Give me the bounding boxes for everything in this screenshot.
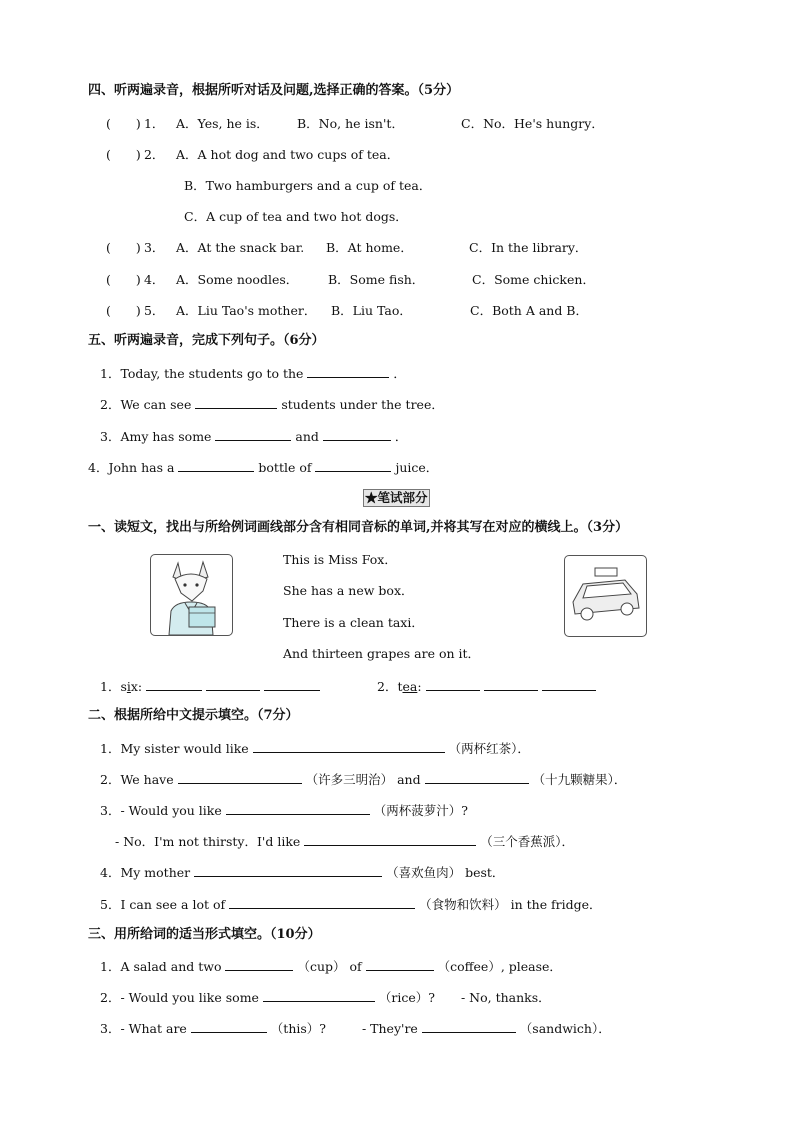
answer-blank[interactable] [366, 958, 434, 971]
option-b: B．Some fish． [328, 272, 425, 287]
option-b: B．Liu Tao． [331, 303, 412, 318]
written-1-heading: 一、读短文，找出与所给例词画线部分含有相同音标的单词,并将其写在对应的横线上。（3分） [88, 520, 629, 535]
answer-blank[interactable] [215, 428, 291, 441]
answer-blank[interactable] [426, 678, 480, 691]
section-5-heading: 五、听两遍录音，完成下列句子。（6分） [88, 333, 325, 348]
written-part-title: ★笔试部分 [365, 490, 428, 505]
option-a: A．Liu Tao's mother． [176, 303, 317, 318]
form-3-3: 3．- What are （this）? - They're （sandwich）． [100, 1021, 611, 1036]
fill-2-1: 1．My sister would like （两杯红茶）． [100, 741, 530, 756]
answer-blank[interactable] [191, 1020, 267, 1033]
phonics-item-2: 2．tea: [377, 678, 596, 695]
passage-line: And thirteen grapes are on it． [283, 646, 481, 661]
sentence-5-3: 3．Amy has some and ． [100, 429, 408, 444]
option-a: A．At the snack bar. [176, 240, 305, 255]
sentence-5-4: 4．John has a bottle of juice． [88, 460, 439, 475]
fox-picture [150, 554, 233, 636]
option-b: B．No, he isn't． [297, 116, 404, 131]
answer-blank[interactable] [225, 958, 293, 971]
answer-blank[interactable] [263, 989, 375, 1002]
answer-blank[interactable] [304, 833, 476, 846]
option-b: B．At home． [326, 240, 413, 255]
answer-paren: ( ) [106, 303, 141, 318]
question-4-2: ( ) 2． A．A hot dog and two cups of tea． [106, 147, 400, 162]
answer-blank[interactable] [542, 678, 596, 691]
passage-line: She has a new box． [283, 583, 414, 598]
question-4-1: ( ) 1． A．Yes, he is． B．No, he isn't． C．No．He's hungry． [106, 116, 604, 131]
written-3-heading: 三、用所给词的适当形式填空。（10分） [88, 927, 321, 942]
answer-paren: ( ) [106, 116, 141, 131]
option-c: C．Some chicken． [472, 272, 595, 287]
question-4-5: ( ) 5． A．Liu Tao's mother． B．Liu Tao． C．Both A and B． [106, 303, 588, 318]
passage-line: This is Miss Fox． [283, 552, 397, 567]
answer-blank[interactable] [195, 396, 277, 409]
answer-blank[interactable] [226, 802, 370, 815]
option-c: C．No．He's hungry． [461, 116, 604, 131]
option-c: C．Both A and B． [470, 303, 588, 318]
option-b: B．Two hamburgers and a cup of tea． [184, 178, 432, 193]
option-a: A．A hot dog and two cups of tea． [176, 147, 400, 162]
answer-blank[interactable] [178, 459, 254, 472]
question-4-4: ( ) 4． A．Some noodles． B．Some fish． C．Some chicken． [106, 272, 595, 287]
form-3-2: 2．- Would you like some （rice）? - No, thanks． [100, 990, 551, 1005]
answer-blank[interactable] [146, 678, 202, 691]
fill-2-3-reply: - No．I'm not thirsty．I'd like （三个香蕉派）． [115, 834, 575, 849]
question-4-3: ( ) 3． A．At the snack bar. B．At home． C．In the library． [106, 240, 588, 255]
fox-icon [151, 555, 232, 635]
underlined-letters: ea [402, 679, 418, 694]
fill-2-2: 2．We have （许多三明治） and （十九颗糖果）． [100, 772, 627, 787]
answer-blank[interactable] [422, 1020, 516, 1033]
answer-blank[interactable] [194, 864, 382, 877]
fill-2-5: 5．I can see a lot of （食物和饮料） in the fridge． [100, 897, 602, 912]
written-2-heading: 二、根据所给中文提示填空。（7分） [88, 708, 299, 723]
fill-2-4: 4．My mother （喜欢鱼肉） best． [100, 865, 505, 880]
answer-paren: ( ) [106, 272, 141, 287]
answer-blank[interactable] [206, 678, 260, 691]
answer-blank[interactable] [484, 678, 538, 691]
answer-paren: ( ) [106, 240, 141, 255]
answer-blank[interactable] [229, 896, 415, 909]
answer-blank[interactable] [178, 771, 302, 784]
section-4-heading: 四、听两遍录音，根据所听对话及问题,选择正确的答案。（5分） [88, 83, 460, 98]
answer-blank[interactable] [307, 365, 389, 378]
passage-line: There is a clean taxi． [283, 615, 424, 630]
option-a: A．Yes, he is． [176, 116, 269, 131]
answer-blank[interactable] [323, 428, 391, 441]
answer-blank[interactable] [253, 740, 445, 753]
taxi-icon [565, 556, 646, 636]
option-a: A．Some noodles． [176, 272, 299, 287]
option-c: C．In the library． [469, 240, 588, 255]
option-c: C．A cup of tea and two hot dogs． [184, 209, 408, 224]
sentence-5-1: 1．Today, the students go to the ． [100, 366, 406, 381]
fill-2-3: 3．- Would you like （两杯菠萝汁）? [100, 803, 468, 818]
answer-paren: ( ) [106, 147, 141, 162]
answer-blank[interactable] [264, 678, 320, 691]
answer-blank[interactable] [425, 771, 529, 784]
answer-blank[interactable] [315, 459, 391, 472]
underlined-letters: i [126, 679, 131, 694]
phonics-item-1: 1．six: [100, 678, 320, 695]
form-3-1: 1．A salad and two （cup） of （coffee）, please． [100, 959, 562, 974]
taxi-picture [564, 555, 647, 637]
sentence-5-2: 2．We can see students under the tree． [100, 397, 444, 412]
